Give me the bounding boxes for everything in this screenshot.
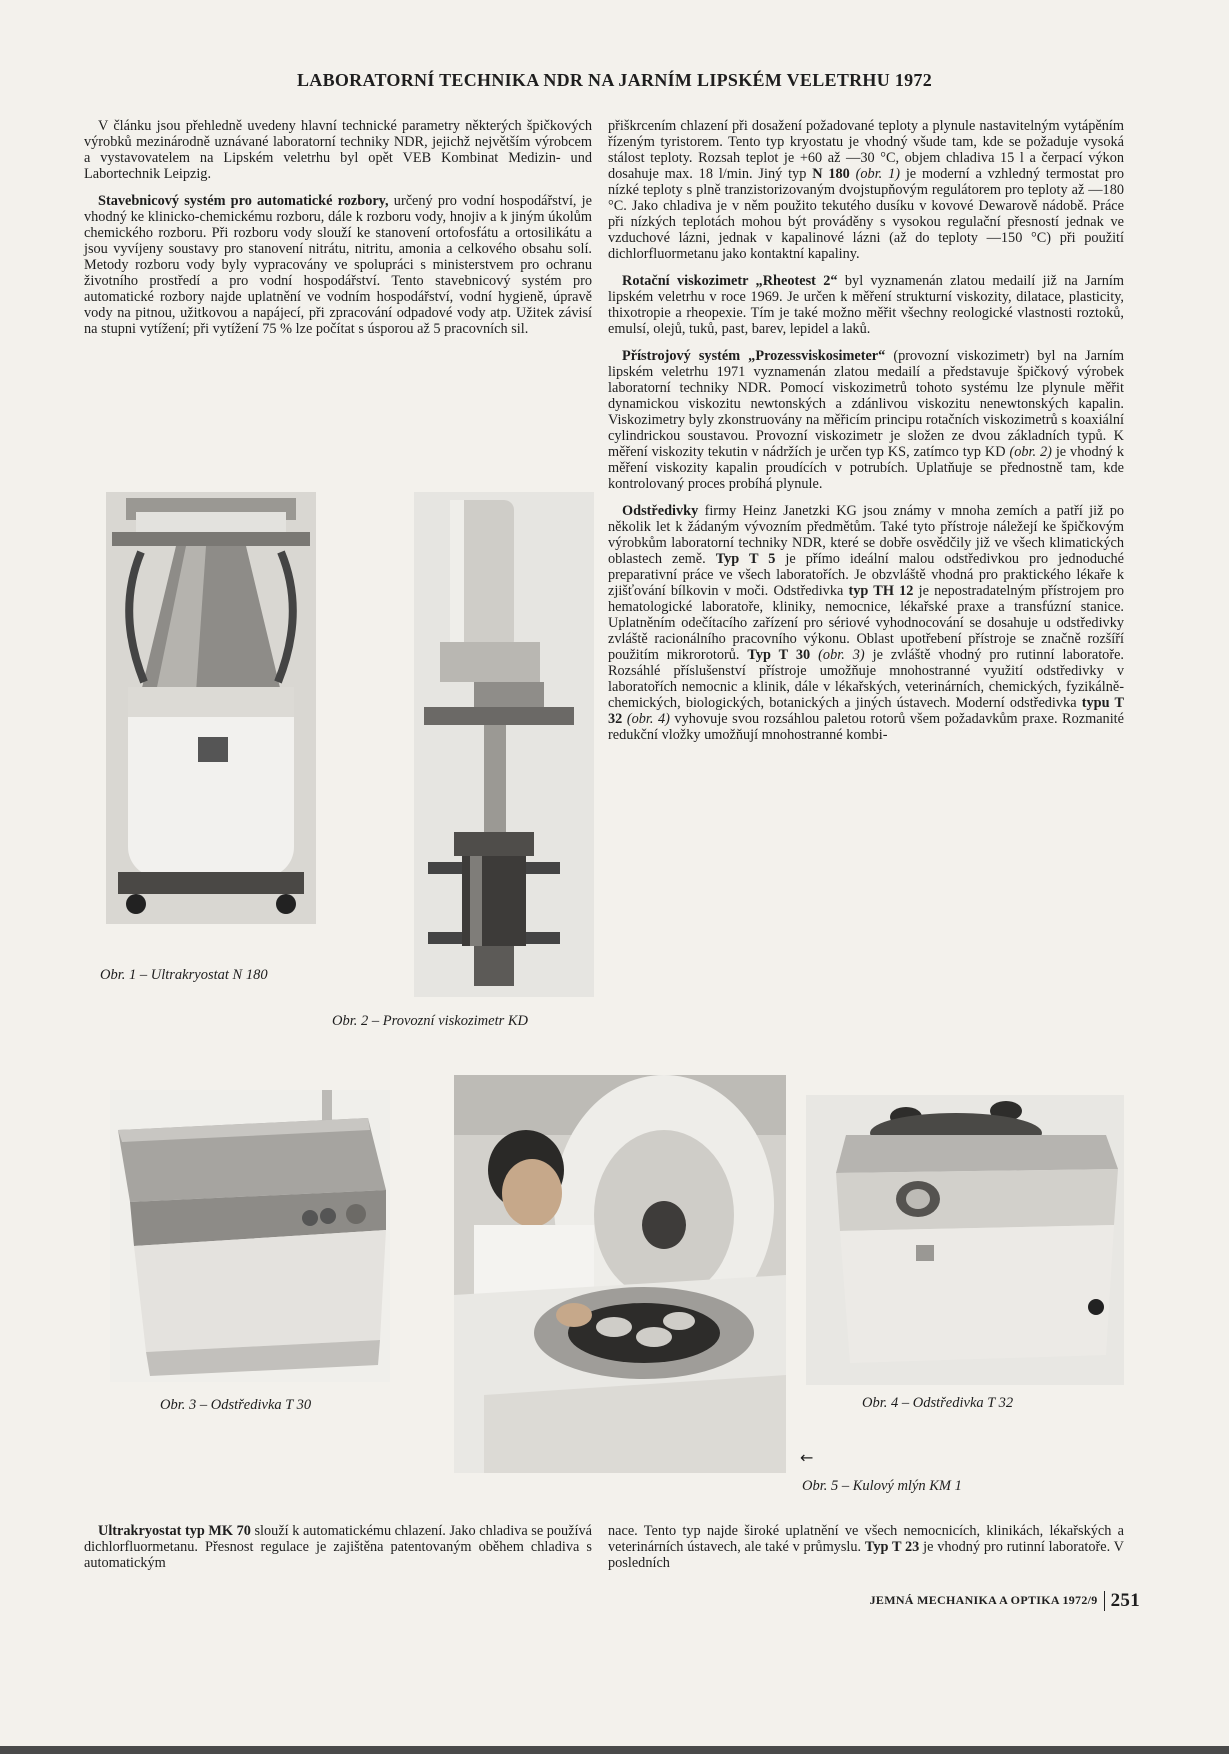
t23-text-b: je vhodný pro rutinní laboratoře. V posledních — [608, 1539, 1124, 1571]
centrifuge-text-a: firmy Heinz Janetzki KG jsou známy v mnoha zemích a patří již po několik let k žádaným vývozním předmětům. Také tyto přístroje náležejí ke špičkovým výrobkům laboratorní techniky NDR, které se dobře osvědčily již ve všech klimatických oblastech země. — [608, 503, 1124, 567]
cryostat-model: N 180 — [812, 166, 850, 182]
cryostat-text-b: je moderní a vzhledný termostat pro nízké teploty s plně tranzistorizovaným dvojstupňovým regulátorem pro teploty až —180 °C. Jako chladiva je v něm použito tekutého dusíku v kovové Dewarově nádobě. Práce při nízkých teplotách mohou být prováděny s vysokou regulační přesností jednak ve vzduchové lázni, jednak v kapalinové lázni (až do teploty —150 °C) při použití dichlorfluormetanu jako kontaktní kapaliny. — [608, 166, 1124, 262]
paragraph-cryostat — [608, 118, 1124, 262]
paragraph-centrifuges — [608, 503, 1124, 743]
paragraph-rheotest — [608, 273, 1124, 337]
scan-edge — [0, 1746, 1229, 1754]
rheotest-text: byl vyznamenán zlatou medailí již na Jarním lipském veletrhu v roce 1969. Je určen k měření strukturní viskozity, dilatace, plasticity, thixotropie a rheopexie. Tím je také možno měřit všechny reologické vlastnosti roztoků, emulsí, olejů, tuků, past, barev, lepidel a laků. — [608, 273, 1124, 337]
page-number: 251 — [1110, 1590, 1140, 1611]
figure-ref-1: (obr. 1) — [849, 166, 900, 182]
footer-divider — [1104, 1591, 1105, 1611]
heading-centrifuges: Odstředivky — [622, 503, 699, 519]
arrow-left-icon: ← — [800, 1448, 814, 1467]
figure-ref-3: (obr. 3) — [810, 647, 865, 663]
prozess-text-a: (provozní viskozimetr) byl na Jarním lipském veletrhu 1971 vyznamenán zlatou medailí a představuje špičkový výrobek laboratorní techniky NDR. Pomocí viskozimetrů tohoto systému lze plynule měřit dynamickou viskozitu newtonských a zdánlivou viskozitu nenewtonských kapalin. Viskozimetry byly zkonstruovány na měřicím principu rotačních viskozimetrů s koaxiální cylindrickou soustavou. Provozní viskozimetr je složen ze dvou základních typů. K měření viskozity tekutin v nádržích je určen typ KS, zatímco typ KD — [608, 348, 1124, 460]
centrifuge-text-c: je nepostradatelným přístrojem pro hematologické laboratoře, kliniky, nemocnice, lékařské praxe a transfúzní stanice. Uplatněním odečítacího zařízení pro sériové vyhodnocování se dosahuje u odstředivky zvláště racionálního pracovního výkonu. Oblast upotřebení přístroje se značně rozšíří použitím mikrorotorů. — [608, 583, 1124, 663]
figure-1-ultrakryostat-photo — [106, 492, 316, 924]
bottom-right-column — [608, 1523, 1124, 1582]
model-mk70: Ultrakryostat typ MK 70 — [98, 1523, 251, 1539]
figure-2-caption: Obr. 2 – Provozní viskozimetr KD — [332, 1013, 529, 1029]
figure-ref-4: (obr. 4) — [622, 711, 670, 727]
paragraph-t23 — [608, 1523, 1124, 1571]
figure-3-centrifuge-t30-photo — [110, 1090, 390, 1382]
mk70-text: slouží k automatickému chlazení. Jako chladiva se používá dichlorfluormetanu. Přesnost regulace je zajištěna patentovaným oběhem chladiva s automatickým — [84, 1523, 592, 1571]
journal-name: JEMNÁ MECHANIKA A OPTIKA 1972/9 — [869, 1592, 1098, 1607]
figure-2-viscometer-photo — [414, 492, 594, 997]
article-title: LABORATORNÍ TECHNIKA NDR NA JARNÍM LIPSKÉM VELETRHU 1972 — [296, 70, 933, 90]
figure-5-ball-mill-photo — [454, 1075, 786, 1473]
prozess-text-b: je vhodný k měření viskozity kapalin proudících v potrubích. Uplatňuje se přednostně tam, kde kontrolovaný proces probíhá plynule. — [608, 444, 1124, 492]
figure-4-caption: Obr. 4 – Odstředivka T 32 — [862, 1395, 1014, 1411]
figure-4-centrifuge-t32-photo — [806, 1095, 1124, 1385]
heading-analysis-system: Stavebnicový systém pro automatické rozbory, — [98, 193, 389, 209]
paragraph-analysis-system — [84, 193, 592, 337]
figure-ref-2: (obr. 2) — [1005, 444, 1052, 460]
model-th12: typ TH 12 — [848, 583, 914, 599]
model-t23: Typ T 23 — [864, 1539, 920, 1555]
model-t30: Typ T 30 — [747, 647, 811, 663]
figure-3-caption: Obr. 3 – Odstředivka T 30 — [160, 1397, 312, 1413]
centrifuge-text-d: je zvláště vhodný pro rutinní laboratoře. Rozsáhlé příslušenství přístroje umožňuje mnohostranné využití odstředivky v laboratořích nemocnic a klinik, dále v lékařských, veterinárních, chemických, fyzikálně-chemických, biologických, botanických a jiných ústavech. Moderní odstředivka — [608, 647, 1124, 711]
model-t5: Typ T 5 — [715, 551, 776, 567]
figure-1-caption: Obr. 1 – Ultrakryostat N 180 — [100, 967, 268, 983]
centrifuge-text-b: je přímo ideální malou odstředivkou pro jednoduché preparativní práce ve všech laboratořích. Je obzvláště vhodná pro praktického lékaře k zjišťování bílkovin v moči. Odstředivka — [608, 551, 1124, 599]
paragraph-analysis-text: určený pro vodní hospodářství, je vhodný ke klinicko-chemickému rozboru, dále k rozboru vody, hnojiv a k jiným úkolům chemického rozboru. Při rozboru vody slouží ke stanovení ortofosfátu a ortosilikátu a jsou vyvíjeny soustavy pro stanovení nitrátu, nitritu, amonia a celkového obsahu solí. Metody rozboru vody byly vypracovány ve spolupráci s ministerstvem pro ochranu životního prostředí a pro vodní hospodářství. Tento stavebnicový systém pro automatické rozbory najde uplatnění ve vodním hospodářství, vodní hygieně, úpravě vody na pitnou, užitkovou a napájecí, při zpracování odpadové vody atp. Užitek závisí na stupni vytížení; při vytížení 75 % lze počítat s úsporou až 5 pracovních sil. — [84, 193, 592, 337]
centrifuge-text-e: vyhovuje svou rozsáhlou paletou rotorů všem požadavkům praxe. Rozmanité redukční vložky umožňují mnohostranné kombi- — [608, 711, 1124, 743]
right-column — [608, 118, 1124, 754]
left-column — [84, 118, 592, 348]
model-t32: typu T 32 — [608, 695, 1124, 727]
bottom-left-column — [84, 1523, 592, 1582]
page-footer — [800, 1590, 1140, 1612]
figure-5-caption: Obr. 5 – Kulový mlýn KM 1 — [802, 1478, 962, 1494]
cryostat-text-a: přiškrcením chlazení při dosažení požadované teploty a plynule nastavitelným vytápěním řízeným tyristorem. Tento typ kryostatu je vhodný všude tam, kde se požaduje vysoká stálost teploty. Rozsah teplot je +60 až —30 °C, objem chladiva 15 l a čerpací výkon dosahuje max. 18 l/min. Jiný typ — [608, 118, 1124, 182]
heading-prozessviskosimeter: Přístrojový systém „Prozessviskosimeter“ — [622, 348, 886, 364]
paragraph-mk70 — [84, 1523, 592, 1571]
t23-text-a: nace. Tento typ najde široké uplatnění ve všech nemocnicích, klinikách, lékařských a veterinárních ústavech, ale také v průmyslu. — [608, 1523, 1124, 1555]
heading-rheotest: Rotační viskozimetr „Rheotest 2“ — [622, 273, 838, 289]
intro-paragraph: V článku jsou přehledně uvedeny hlavní technické parametry některých špičkových výrobků mezinárodně uznávané laboratorní techniky NDR, jejichž největším výrobcem a vystavovatelem na Lipském veletrhu byl opět VEB Kombinat Medizin- und Labortechnik Leipzig. — [84, 118, 592, 182]
paragraph-prozessviskosimeter — [608, 348, 1124, 492]
